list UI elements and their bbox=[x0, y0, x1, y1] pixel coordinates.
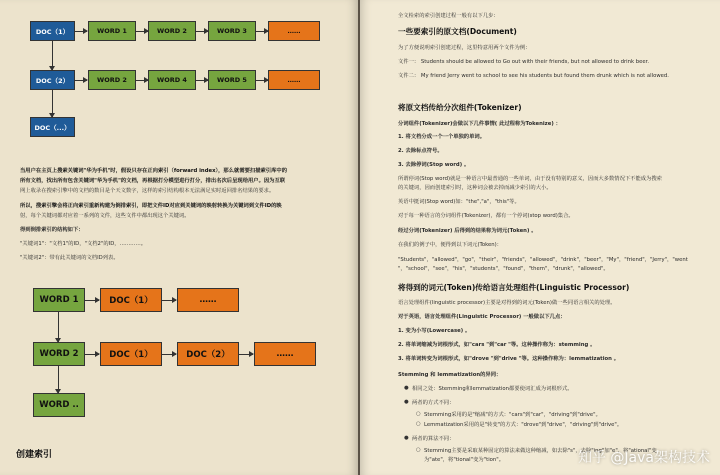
text: 的关键词，因而创建索引时，这种词会被去掉而减少索引的大小。 bbox=[398, 185, 552, 191]
list-item: Stemming采用的是"缩减"的方式："cars"到"car"，"driving"到"drive"。 bbox=[424, 412, 601, 418]
arrow bbox=[85, 354, 99, 355]
arrow bbox=[239, 354, 253, 355]
bullet-icon: ○ bbox=[416, 447, 421, 453]
list-item: Lemmatization采用的是"转变"的方式："drove"到"drive"，"driving"到"drive"。 bbox=[424, 422, 623, 428]
paragraph-forward-index-2: 所有文档，找出所有包含关键词"华为手机"的文档，再根据打分模型进行打分，排出名次后呈现给用户。因为互联 bbox=[20, 178, 286, 184]
arrow bbox=[196, 80, 208, 81]
paragraph-forward-index-3: 网上收录在搜索引擎中的文档的数目是个天文数字，这样的索引结构根本无法满足实时返回排名结果的要求。 bbox=[20, 188, 275, 194]
paragraph-inverted-2: 射，每个关键词都对应着一系列的文件，这些文件中都出现这个关键词。 bbox=[20, 213, 190, 219]
doc-1-box: DOC（1） bbox=[100, 342, 162, 366]
bullet-icon: ○ bbox=[416, 411, 421, 417]
document-1: 文件一： Students should be allowed to Go out with their friends, but not allowed to drink beer. bbox=[398, 59, 650, 65]
word-1-box: WORD 1 bbox=[88, 21, 136, 41]
text: Stemming 和 lemmatization的异同： bbox=[398, 372, 502, 378]
heading-tokenizer: 将原文档传给分次组件(Tokenizer) bbox=[398, 103, 522, 112]
paragraph-forward-index-1: 当用户在主页上搜索关键词"华为手机"时，假设只存在正向索引（forward index），那么就需要扫描索引库中的 bbox=[20, 168, 287, 174]
text: 在我们的例子中，便得到以下词元(Token)： bbox=[398, 242, 502, 248]
arrow bbox=[58, 312, 59, 342]
bullet-icon: ○ bbox=[416, 421, 421, 427]
text: 为了方便说明索引创建过程，这里特意用两个文件为例： bbox=[398, 45, 531, 51]
list-item: 两者的方式不同： bbox=[412, 400, 455, 406]
arrow bbox=[256, 80, 268, 81]
text: 英语中挺词(Stop word)如："the","a"，"this"等。 bbox=[398, 199, 520, 205]
arrow bbox=[85, 300, 99, 301]
word-5-box: WORD 5 bbox=[208, 70, 256, 90]
arrow bbox=[256, 31, 268, 32]
arrow bbox=[75, 80, 87, 81]
arrow bbox=[136, 31, 148, 32]
paragraph-keyword-1: "关键词1"："文档1"的ID，"文档2"的ID，…………。 bbox=[20, 241, 147, 247]
arrow bbox=[52, 41, 53, 70]
word-3-box: WORD 3 bbox=[208, 21, 256, 41]
text: 3. 将单词转变为词根形式，如"drove "到"drive "等。这种操作称为：lemmatization 。 bbox=[398, 356, 620, 362]
ellipsis-box: …… bbox=[268, 70, 320, 90]
text: 对于每一种语言的分词组件(Tokenizer)，都有一个停词(stop word)集合。 bbox=[398, 213, 574, 219]
doc-2-box: DOC（2） bbox=[30, 70, 75, 90]
text: 语言处理组件(linguistic processor)主要是对得到的词元(Token)做一些同语言相关的处理。 bbox=[398, 300, 616, 306]
paragraph-inverted-1: 所以，搜索引擎会将正向索引重新构建为倒排索引，即把文件ID对应到关键词的映射转换为关键词到文件ID的映 bbox=[20, 203, 282, 209]
ellipsis-box: …… bbox=[254, 342, 316, 366]
section-heading-create-index: 创建索引 bbox=[16, 450, 53, 460]
text: 1. 变为小写(Lowercase) 。 bbox=[398, 328, 471, 334]
text: 3. 去除停词(Stop word) 。 bbox=[398, 162, 470, 168]
paragraph-keyword-2: "关键词2"：带有此关键词的文档ID列表。 bbox=[20, 255, 119, 261]
doc-1-box: DOC（1） bbox=[100, 288, 162, 312]
arrow bbox=[136, 80, 148, 81]
token-list-2: "，"school"，"see"，"his"，"students"，"found"，"them"，"drunk"，"allowed"。 bbox=[398, 266, 609, 272]
bullet-icon: ● bbox=[404, 435, 409, 441]
arrow bbox=[75, 31, 87, 32]
word-more-box: WORD .. bbox=[33, 393, 85, 417]
watermark: 知乎 @Java架构技术 bbox=[577, 450, 710, 466]
text: 2. 将单词缩减为词根形式，如"cars "到"car "等。这种操作称为：stemming 。 bbox=[398, 342, 596, 348]
text: 分词组件(Tokenizer)会做以下几件事情( 此过程称为Tokenize) ： bbox=[398, 121, 561, 127]
list-item: 相同之处：Stemming和lemmatization都要使词汇成为词根形式。 bbox=[412, 386, 573, 392]
arrow bbox=[162, 354, 176, 355]
word-4-box: WORD 4 bbox=[148, 70, 196, 90]
left-page bbox=[0, 0, 358, 475]
word-2-box: WORD 2 bbox=[33, 342, 85, 366]
text: 所谓停词(Stop word)就是一种语言中最普通的一些单词，由于没有特别的意义，因而大多数情况下不能成为搜索 bbox=[398, 176, 662, 182]
intro-text: 全文检索的索引创建过程一般有以下几步： bbox=[398, 13, 499, 19]
doc-1-box: DOC（1） bbox=[30, 21, 75, 41]
paragraph-structure: 得到倒排索引的结构如下： bbox=[20, 227, 84, 233]
text: 对于英语，语言处理组件(Linguistic Processor) 一般做以下几点： bbox=[398, 314, 566, 320]
ellipsis-box: …… bbox=[177, 288, 239, 312]
arrow bbox=[58, 366, 59, 393]
arrow bbox=[196, 31, 208, 32]
text: 1. 将文档分成一个一个单独的单词。 bbox=[398, 134, 485, 140]
list-item: 两者的算法不同： bbox=[412, 436, 455, 442]
doc-more-box: DOC（...） bbox=[30, 117, 75, 137]
list-item: Stemming主要是采取某种固定的算法来做这种缩减，如去除"s"，去除"ing"加"e"，将"ational"变 bbox=[424, 448, 657, 454]
doc-2-box: DOC（2） bbox=[177, 342, 239, 366]
bullet-icon: ● bbox=[404, 399, 409, 405]
document-2: 文件二： My friend Jerry went to school to see his students but found them drunk which is not allowed. bbox=[398, 73, 669, 79]
arrow bbox=[162, 300, 176, 301]
ellipsis-box: …… bbox=[268, 21, 320, 41]
right-page bbox=[360, 0, 720, 475]
token-list-1: "Students"，"allowed"，"go"，"their"，"friends"，"allowed"，"drink"，"beer"，"My"，"friend"，"Jerry"，"went bbox=[398, 257, 688, 263]
word-2-box: WORD 2 bbox=[148, 21, 196, 41]
arrow bbox=[52, 90, 53, 117]
text: 2. 去除标点符号。 bbox=[398, 148, 443, 154]
heading-documents: 一些要索引的原文档(Document) bbox=[398, 27, 517, 36]
word-2-box: WORD 2 bbox=[88, 70, 136, 90]
list-item: 为"ate"，将"tional"变为"tion"。 bbox=[424, 457, 504, 463]
word-1-box: WORD 1 bbox=[33, 288, 85, 312]
text: 经过分词(Tokenizer) 后得到的结果称为词元(Token) 。 bbox=[398, 228, 537, 234]
bullet-icon: ● bbox=[404, 385, 409, 391]
heading-linguistic-processor: 将得到的词元(Token)传给语言处理组件(Linguistic Processor) bbox=[398, 283, 630, 292]
